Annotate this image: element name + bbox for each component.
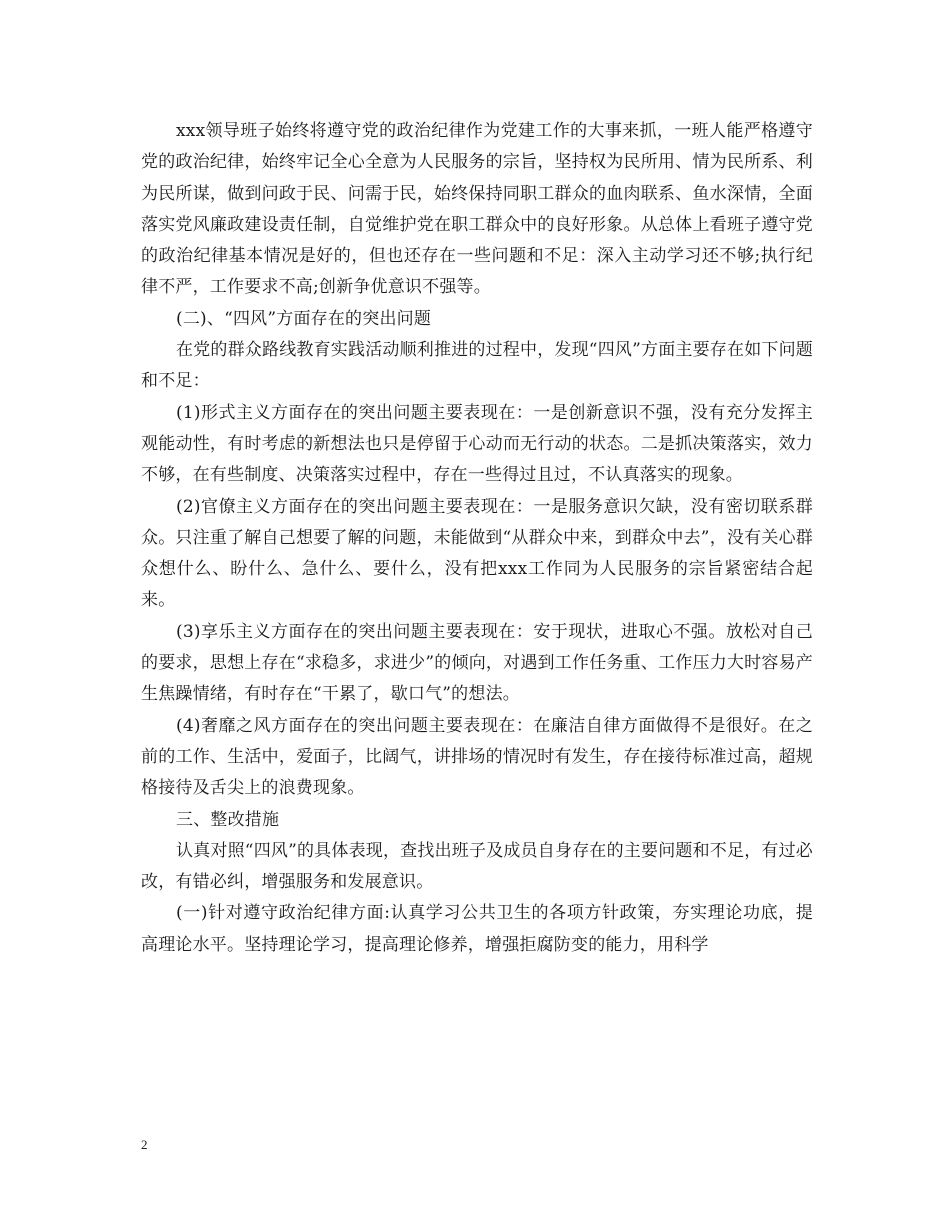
section-heading-four-styles: (二)、“四风”方面存在的突出问题 bbox=[176, 308, 432, 329]
paragraph-formalism: (1)形式主义方面存在的突出问题主要表现在：一是创新意识不强，没有充分发挥主观能动性，有时考虑的新想法也只是停留于心动而无行动的状态。二是抓决策落实，效力不够，在有些制度、决策落实过程中，存在一些得过且过，不认真落实的现象。 bbox=[141, 402, 813, 486]
paragraph-four-styles-intro: 在党的群众路线教育实践活动顺利推进的过程中，发现“四风”方面主要存在如下问题和不足： bbox=[141, 340, 813, 392]
paragraph-extravagance: (4)奢靡之风方面存在的突出问题主要表现在：在廉洁自律方面做得不是很好。在之前的工作、生活中，爱面子，比阔气，讲排场的情况时有发生，存在接待标准过高，超规格接待及舌尖上的浪费现象。 bbox=[141, 715, 813, 799]
paragraph-hedonism: (3)享乐主义方面存在的突出问题主要表现在：安于现状，进取心不强。放松对自己的要求，思想上存在“求稳多，求进少”的倾向，对遇到工作任务重、工作压力大时容易产生焦躁情绪，有时存在“干累了，歇口气”的想法。 bbox=[141, 621, 813, 705]
paragraph-political-discipline-measures: (一)针对遵守政治纪律方面:认真学习公共卫生的各项方针政策，夯实理论功底，提高理论水平。坚持理论学习，提高理论修养，增强拒腐防变的能力，用科学 bbox=[141, 903, 813, 955]
page-number: 2 bbox=[141, 1137, 148, 1152]
paragraph-rectification-intro: 认真对照“四风”的具体表现，查找出班子及成员自身存在的主要问题和不足，有过必改，有错必纠，增强服务和发展意识。 bbox=[141, 840, 813, 893]
section-heading-rectification: 三、整改措施 bbox=[176, 809, 280, 830]
document-body bbox=[141, 116, 813, 961]
paragraph-leadership-discipline: xxx领导班子始终将遵守党的政治纪律作为党建工作的大事来抓，一班人能严格遵守党的政治纪律，始终牢记全心全意为人民服务的宗旨，坚持权为民所用、情为民所系、利为民所谋，做到问政于民、问需于民，始终保持同职工群众的血肉联系、鱼水深情，全面落实党风廉政建设责任制，自觉维护党在职工群众中的良好形象。从总体上看班子遵守党的政治纪律基本情况是好的，但也还存在一些问题和不足：深入主动学习还不够;执行纪律不严，工作要求不高;创新争优意识不强等。 bbox=[141, 121, 813, 298]
paragraph-bureaucratism: (2)官僚主义方面存在的突出问题主要表现在：一是服务意识欠缺，没有密切联系群众。只注重了解自己想要了解的问题，未能做到“从群众中来，到群众中去”，没有关心群众想什么、盼什么、急什么、要什么，没有把xxx工作同为人民服务的宗旨紧密结合起来。 bbox=[141, 496, 813, 611]
